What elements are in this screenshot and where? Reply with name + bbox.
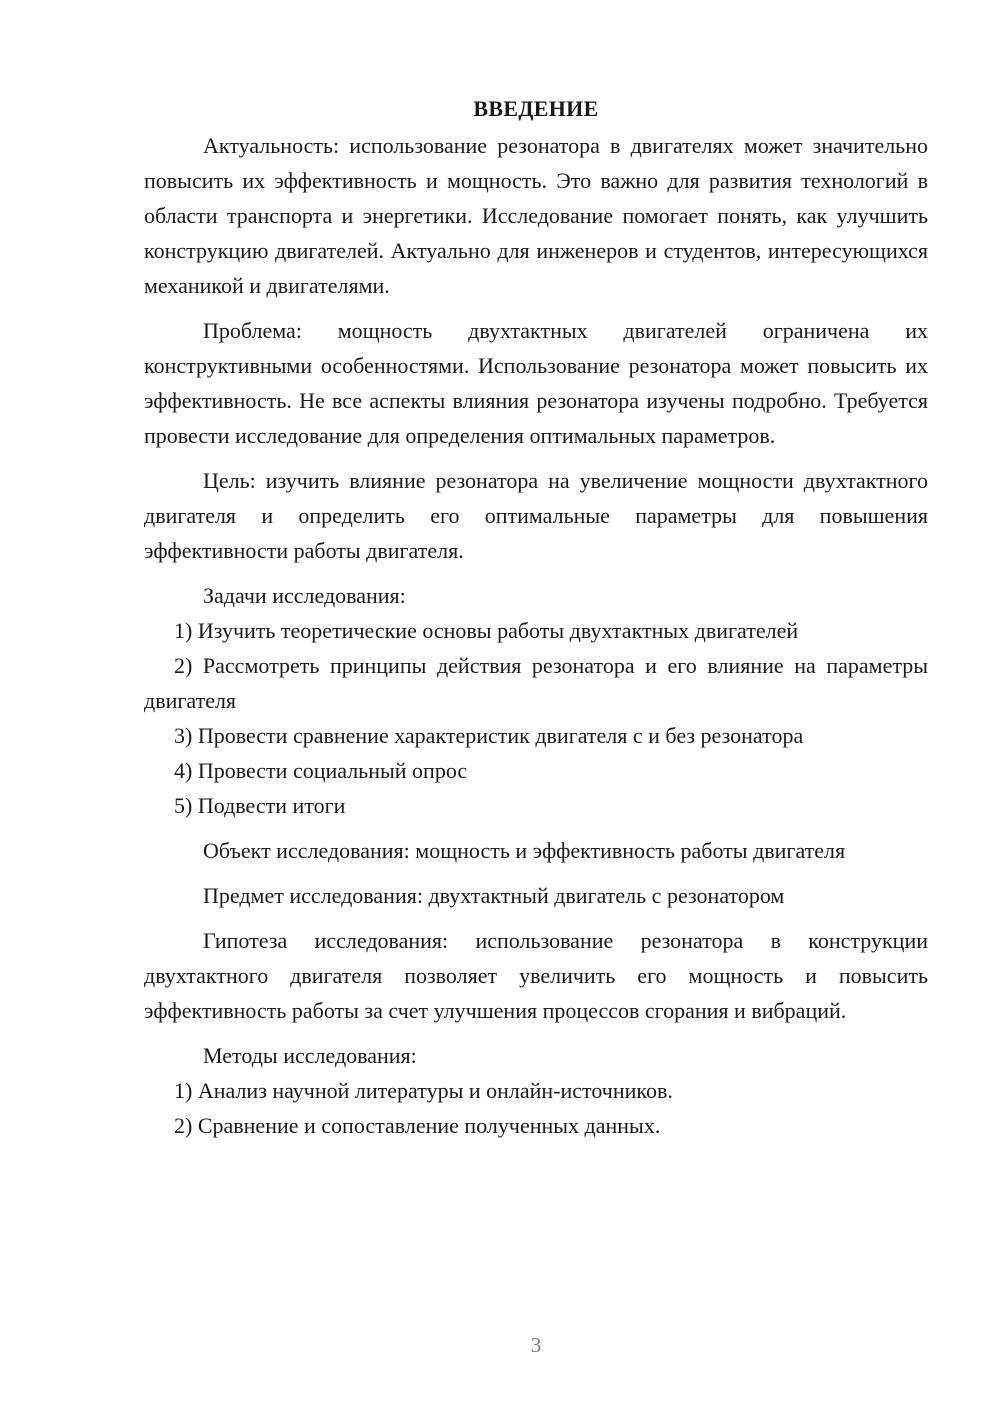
tasks-heading: Задачи исследования: xyxy=(203,583,406,608)
task-item-4: 4) Провести социальный опрос xyxy=(174,758,468,783)
task-item-3: 3) Провести сравнение характеристик двигателя с и без резонатора xyxy=(174,723,804,748)
document-title: ВВЕДЕНИЕ xyxy=(473,96,599,121)
paragraph-problem: Проблема: мощность двухтактных двигателей ограничена их конструктивными особенностями. Использование резонатора может повысить их эффективность. Не все аспекты влияния резонатора изучены подробно. Требуется провести исследование для определения оптимальных параметров. xyxy=(144,318,928,448)
document-page xyxy=(144,92,928,1143)
methods-heading: Методы исследования: xyxy=(203,1043,417,1068)
method-item-2: 2) Сравнение и сопоставление полученных данных. xyxy=(174,1113,661,1138)
paragraph-subject: Предмет исследования: двухтактный двигатель с резонатором xyxy=(203,883,785,908)
task-item-5: 5) Подвести итоги xyxy=(174,793,346,818)
method-item-1: 1) Анализ научной литературы и онлайн-источников. xyxy=(174,1078,673,1103)
paragraph-relevance: Актуальность: использование резонатора в двигателях может значительно повысить их эффективность и мощность. Это важно для развития технологий в области транспорта и энергетики. Исследование помогает понять, как улучшить конструкцию двигателей. Актуально для инженеров и студентов, интересующихся механикой и двигателями. xyxy=(144,133,928,298)
paragraph-hypothesis: Гипотеза исследования: использование резонатора в конструкции двухтактного двигателя позволяет увеличить его мощность и повысить эффективность работы за счет улучшения процессов сгорания и вибраций. xyxy=(144,928,928,1023)
paragraph-object: Объект исследования: мощность и эффективность работы двигателя xyxy=(203,838,846,863)
task-item-2: 2) Рассмотреть принципы действия резонатора и его влияние на параметры двигателя xyxy=(144,653,928,713)
task-item-1: 1) Изучить теоретические основы работы двухтактных двигателей xyxy=(174,618,799,643)
page-number: 3 xyxy=(530,1333,542,1357)
paragraph-goal: Цель: изучить влияние резонатора на увеличение мощности двухтактного двигателя и определить его оптимальные параметры для повышения эффективности работы двигателя. xyxy=(144,468,928,563)
